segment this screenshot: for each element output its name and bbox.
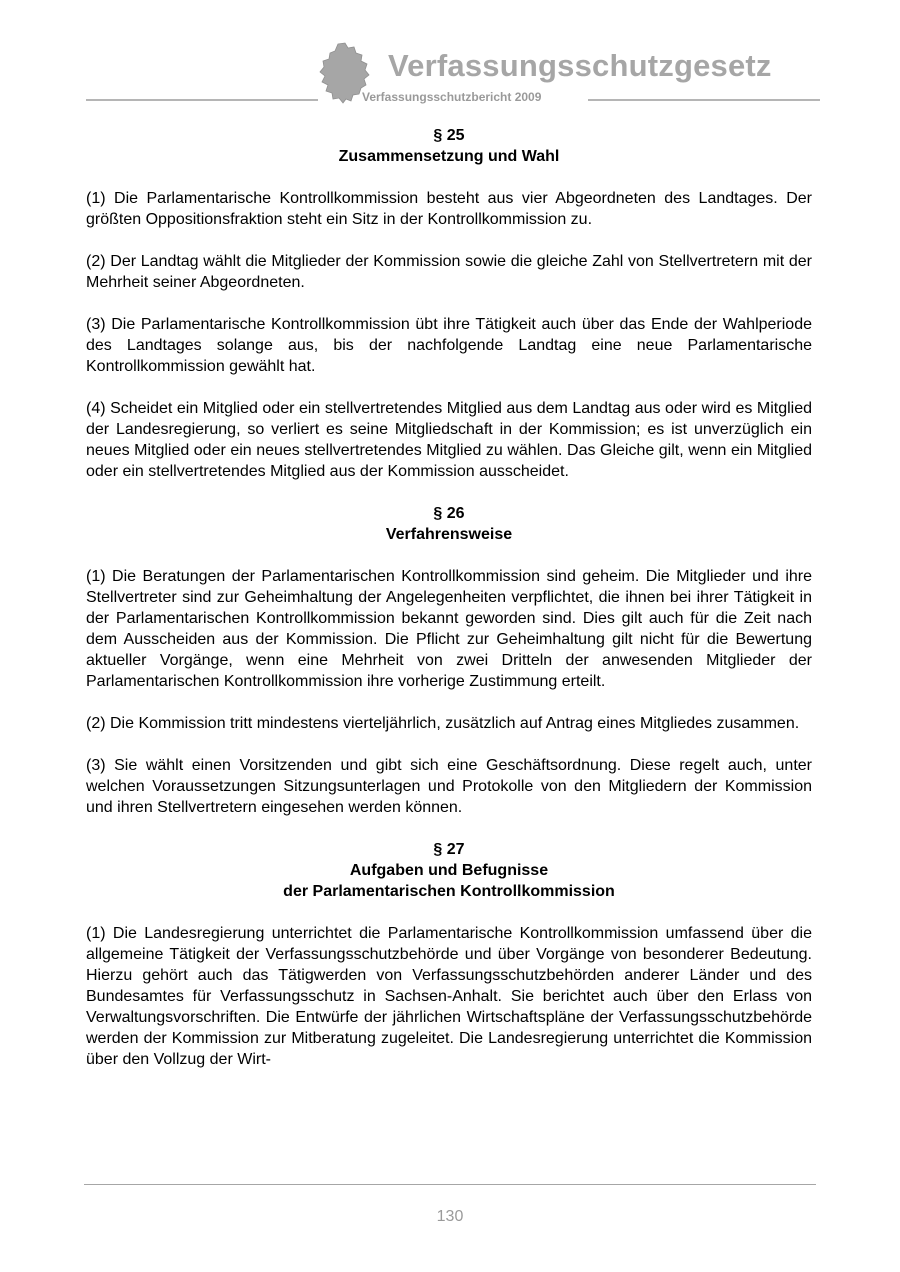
- paragraph: (3) Sie wählt einen Vorsitzenden und gibt sich eine Geschäftsordnung. Diese regelt auch, unter welchen Voraussetzungen Sitzungsunterlagen und Protokolle von den Mitgliedern der Kommission und ihren Stellvertretern eingesehen werden können.: [86, 757, 812, 816]
- paragraph: (2) Der Landtag wählt die Mitglieder der Kommission sowie die gleiche Zahl von Stellvertretern mit der Mehrheit seiner Abgeordneten.: [86, 253, 812, 291]
- header-title: Verfassungsschutzgesetz: [388, 48, 772, 83]
- section-title: Zusammensetzung und Wahl: [338, 148, 560, 165]
- section-title: Aufgaben und Befugnisse: [349, 862, 549, 879]
- header-subtitle: Verfassungsschutzbericht 2009: [362, 90, 542, 104]
- paragraph: (4) Scheidet ein Mitglied oder ein stellvertretendes Mitglied aus dem Landtag aus oder wird es Mitglied der Landesregierung, so verliert es seine Mitgliedschaft in der Kommission; es ist unverzüglich ein neues Mitglied oder ein neues stellvertretendes Mitglied zu wählen. Das Gleiche gilt, wenn ein Mitglied oder ein stellvertretendes Mitglied aus der Kommission ausscheidet.: [86, 400, 812, 480]
- section-number: § 27: [433, 841, 465, 858]
- header-rule-right: [588, 99, 820, 101]
- document-body: [86, 125, 812, 1070]
- header-rule-left: [86, 99, 318, 101]
- section-number: § 26: [433, 505, 465, 522]
- paragraph: (1) Die Beratungen der Parlamentarischen Kontrollkommission sind geheim. Die Mitglieder und ihre Stellvertreter sind zur Geheimhaltung der Angelegenheiten verpflichtet, die ihnen bei ihrer Tätigkeit in der Parlamentarischen Kontrollkommission bekannt geworden sind. Dies gilt auch für die Zeit nach dem Ausscheiden aus der Kommission. Die Pflicht zur Geheimhaltung gilt nicht für die Bewertung aktueller Vorgänge, wenn eine Mehrheit von zwei Dritteln der anwesenden Mitglieder der Parlamentarischen Kontrollkommission ihre vorherige Zustimmung erteilt.: [86, 568, 812, 690]
- paragraph: (3) Die Parlamentarische Kontrollkommission übt ihre Tätigkeit auch über das Ende der Wahlperiode des Landtages solange aus, bis der nachfolgende Landtag eine neue Parlamentarische Kontrollkommission gewählt hat.: [86, 316, 812, 375]
- section-heading-27: [86, 839, 812, 902]
- section-title: der Parlamentarischen Kontrollkommission: [283, 883, 615, 900]
- paragraph: (1) Die Landesregierung unterrichtet die Parlamentarische Kontrollkommission umfassend über die allgemeine Tätigkeit der Verfassungsschutzbehörde und über Vorgänge von besonderer Bedeutung. Hierzu gehört auch das Tätigwerden von Verfassungsschutzbehörden anderer Länder und des Bundesamtes für Verfassungsschutz in Sachsen-Anhalt. Sie berichtet auch über den Erlass von Verwaltungsvorschriften. Die Entwürfe der jährlichen Wirtschaftspläne der Verfassungsschutzbehörde werden der Kommission zur Mitberatung zugeleitet. Die Landesregierung unterrichtet die Kommission über den Vollzug der Wirt-: [86, 925, 812, 1068]
- paragraph: (1) Die Parlamentarische Kontrollkommission besteht aus vier Abgeordneten des Landtages. Der größten Oppositionsfraktion steht ein Sitz in der Kontrollkommission zu.: [86, 190, 812, 228]
- page-header: [0, 0, 900, 110]
- paragraph: (2) Die Kommission tritt mindestens vierteljährlich, zusätzlich auf Antrag eines Mitgliedes zusammen.: [86, 715, 800, 732]
- section-number: § 25: [433, 127, 465, 144]
- section-title: Verfahrensweise: [385, 526, 513, 543]
- section-heading-25: [86, 125, 812, 167]
- section-heading-26: [86, 503, 812, 545]
- footer-rule: [84, 1184, 816, 1185]
- page-number: 130: [436, 1208, 464, 1225]
